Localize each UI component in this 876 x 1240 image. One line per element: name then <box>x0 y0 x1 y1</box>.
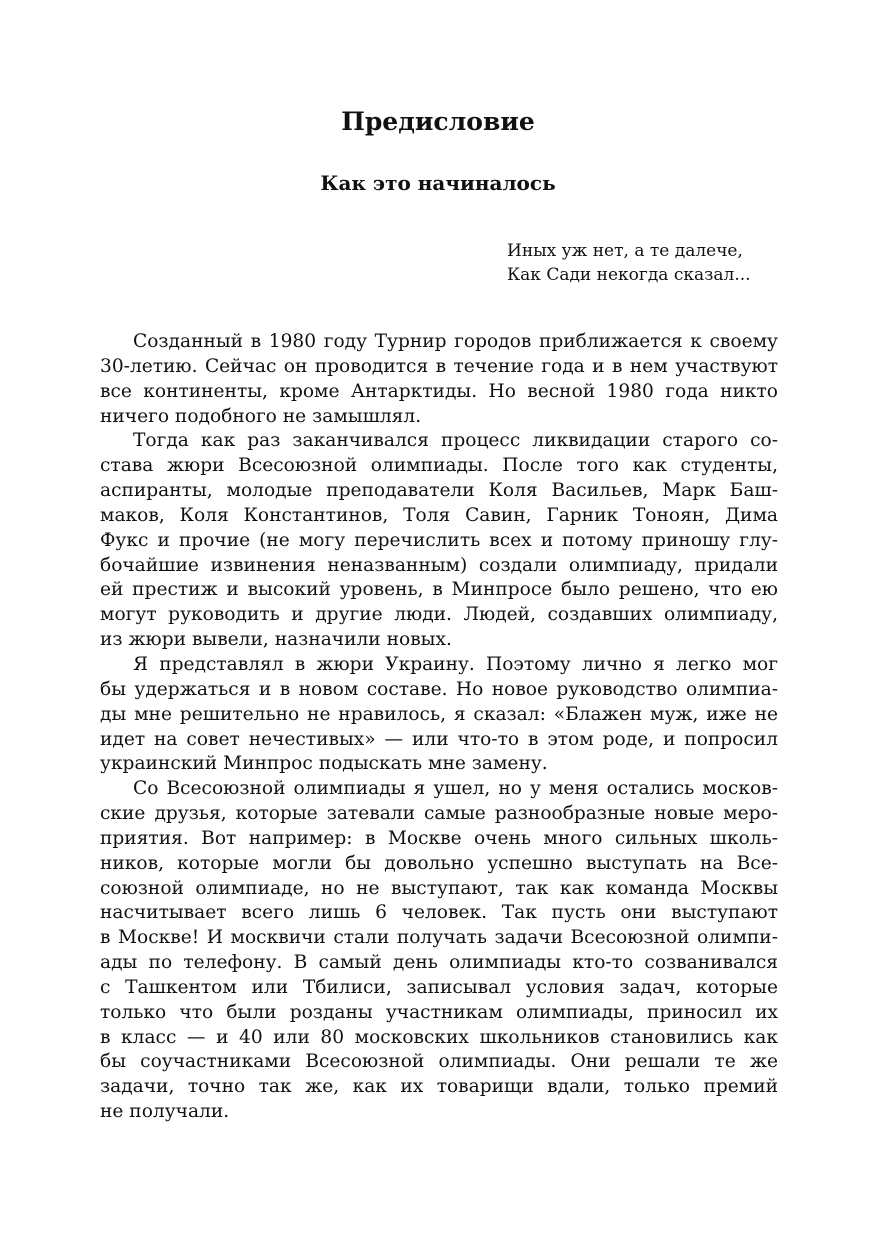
epigraph-line: Как Сади некогда сказал... <box>507 265 751 285</box>
epigraph <box>507 239 827 287</box>
text-line: 30-летию. Сейчас он проводится в течение года и в нем участвуют <box>100 355 778 377</box>
text-line: только что были розданы участникам олимпиады, приносил их <box>100 1001 778 1023</box>
text-line: в класс — и 40 или 80 московских школьников становились как <box>100 1026 778 1048</box>
text-line: ские друзья, которые затевали самые разнообразные новые меро- <box>100 803 778 825</box>
text-line: ей престиж и высокий уровень, в Минпросе было решено, что ею <box>100 579 778 601</box>
body-text <box>100 330 778 1125</box>
text-line: бы соучастниками Всесоюзной олимпиады. Они решали те же <box>100 1051 778 1073</box>
text-line: с Ташкентом или Тбилиси, записывал условия задач, которые <box>100 976 778 998</box>
paragraph <box>100 429 778 653</box>
text-line: ады по телефону. В самый день олимпиады кто-то созванивался <box>100 952 778 974</box>
text-line: бочайшие извинения неназванным) создали олимпиаду, придали <box>100 554 778 576</box>
text-line: Созданный в 1980 году Турнир городов приближается к своему <box>133 331 778 352</box>
text-line: насчитывает всего лишь 6 человек. Так пусть они выступают <box>100 902 778 924</box>
text-line: ников, которые могли бы довольно успешно выступать на Все- <box>100 852 778 874</box>
section-subtitle: Как это начиналось <box>320 171 556 195</box>
text-line: Я представлял в жюри Украину. Поэтому лично я легко мог <box>133 653 778 675</box>
text-line: могут руководить и другие люди. Людей, создавших олимпиаду, <box>100 604 778 626</box>
paragraph <box>100 653 778 777</box>
text-line: Фукс и прочие (не могу перечислить всех и потому приношу глу- <box>100 529 778 551</box>
text-line: бы удержаться и в новом составе. Но новое руководство олимпиа- <box>100 678 778 700</box>
text-line: из жюри вывели, назначили новых. <box>100 629 452 651</box>
text-line: ды мне решительно не нравилось, я сказал: «Блажен муж, иже не <box>100 703 778 725</box>
text-line: украинский Минпрос подыскать мне замену. <box>100 753 548 775</box>
text-line: в Москве! И москвичи стали получать задачи Всесоюзной олимпи- <box>100 927 778 949</box>
text-line: идет на совет нечестивых» — или что-то в этом роде, и попросил <box>100 728 778 750</box>
text-line: маков, Коля Константинов, Толя Савин, Гарник Тоноян, Дима <box>100 504 778 526</box>
text-line: не получали. <box>100 1101 230 1123</box>
text-line: аспиранты, молодые преподаватели Коля Васильев, Марк Баш- <box>100 480 778 502</box>
paragraph <box>100 777 778 1125</box>
page-title: Предисловие <box>341 107 535 136</box>
text-line: все континенты, кроме Антарктиды. Но весной 1980 года никто <box>100 380 778 402</box>
text-line: задачи, точно так же, как их товарищи вдали, только премий <box>100 1076 778 1098</box>
text-line: става жюри Всесоюзной олимпиады. После того как студенты, <box>100 455 778 477</box>
text-line: ничего подобного не замышлял. <box>100 405 422 427</box>
epigraph-line: Иных уж нет, а те далече, <box>507 241 743 261</box>
text-line: Тогда как раз заканчивался процесс ликвидации старого со- <box>133 430 778 452</box>
text-line: приятия. Вот например: в Москве очень много сильных школь- <box>100 827 778 849</box>
paragraph <box>100 330 778 429</box>
text-line: союзной олимпиаде, но не выступают, так как команда Москвы <box>100 877 778 899</box>
text-line: Со Всесоюзной олимпиады я ушел, но у меня остались москов- <box>133 778 778 800</box>
